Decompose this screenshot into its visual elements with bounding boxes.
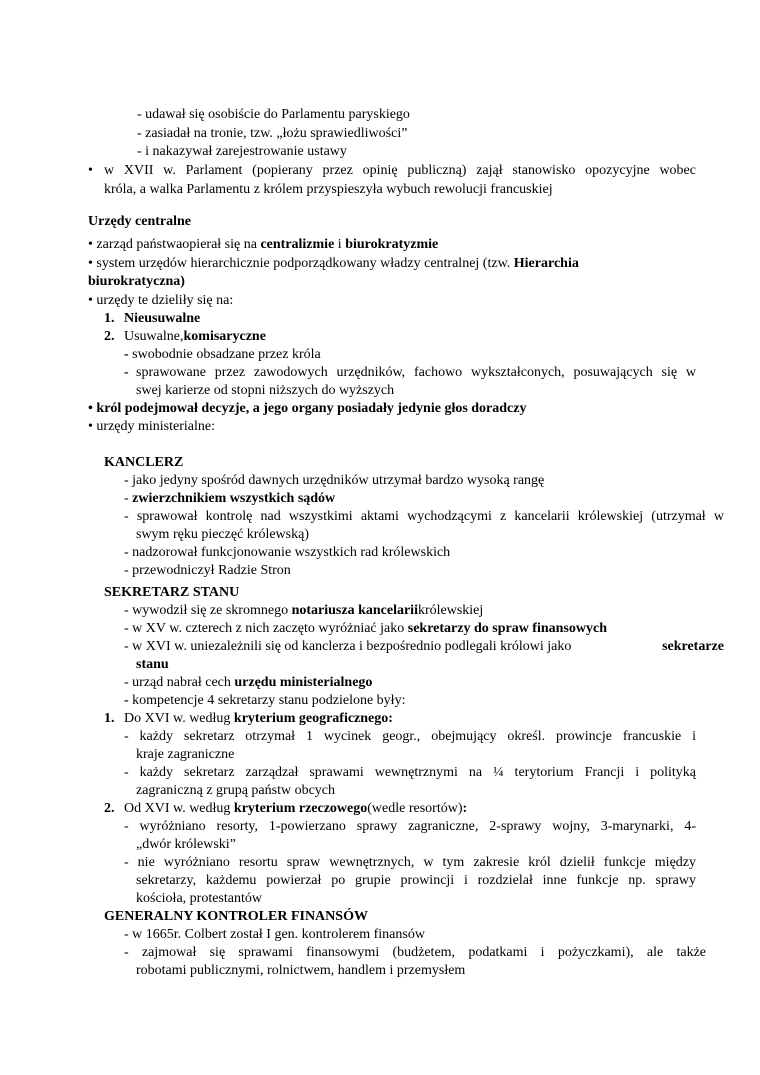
sub-item: - nie wyróżniano resortu spraw wewnętrznych, w tym zakresie król dzielił funkcje między [124,855,696,870]
bold-text: centralizmie [260,237,335,252]
bullet-icon: • [88,256,93,271]
bold-text: kryterium rzeczowego [233,801,368,816]
intro-line: - udawał się osobiście do Parlamentu paryskiego [137,107,410,122]
list-item: - w 1665r. Colbert został I gen. kontrolerem finansów [124,927,425,942]
list-item [124,692,405,710]
bullet-line [88,292,233,310]
bullet-icon: • [88,237,93,252]
bold-text: komisaryczne [183,329,266,344]
text: - w XVI w. uniezależnili się od kanclerza i bezpośrednio podlegali królowi jako [124,639,572,654]
bullet-icon: • [88,163,93,178]
paragraph-line: w XVII w. Parlament (popierany przez opinię publiczną) zajął stanowisko opozycyjne wobec [104,163,696,178]
text: Usuwalne, [124,329,184,344]
list-item [124,800,467,818]
bold-text: zwierzchnikiem wszystkich sądów [132,491,336,506]
sub-item: swej karierze od stopni niższych do wyższych [136,383,395,398]
list-number: 1. [104,311,115,326]
list-item: - jako jedyny spośród dawnych urzędników utrzymał bardzo wysoką rangę [124,473,545,488]
intro-line: - i nakazywał zarejestrowanie ustawy [137,144,347,159]
text: Do XVI w. według [124,711,234,726]
bold-text: notariusza kancelarii [291,603,418,618]
bold-text: kryterium geograficznego: [233,711,393,726]
list-item: - sprawował kontrolę nad wszystkimi aktami wychodzącymi z kancelarii królewskiej (utrzymał w [124,509,724,524]
sub-item: „dwór królewski” [136,837,236,852]
section-heading: Urzędy centralne [88,214,192,229]
intro-line: - zasiadał na tronie, tzw. „łożu sprawiedliwości” [137,126,408,141]
paragraph-line: króla, a walka Parlamentu z królem przyspieszyła wybuch rewolucji francuskiej [104,182,553,197]
text: system urzędów hierarchicznie podporządkowany władzy centralnej (tzw. [96,256,514,271]
bold-text: - [124,693,133,708]
bullet-line [88,400,527,418]
bold-text: sekretarzy do spraw finansowych [407,621,607,636]
sub-item: sekretarzy, każdemu powierzał po grupie prowincji i rozdzielał inne funkcje np. sprawy [136,873,696,888]
text: urzędy te dzieliły się na: [96,293,234,308]
bullet-icon: • [88,419,93,434]
sub-item: sprawowane przez zawodowych urzędników, fachowo wykształconych, posuwających się w [136,365,696,380]
list-item [124,328,266,346]
text: kompetencje 4 sekretarzy stanu podzielone były: [132,693,406,708]
bold-text: urzędu ministerialnego [234,675,373,690]
text: królewskiej [417,603,484,618]
text: Od XVI w. według [124,801,234,816]
bullet-icon: • [88,293,93,308]
sub-item: kościoła, protestantów [136,891,262,906]
list-item [124,620,607,638]
list-item [124,674,372,692]
section-heading: GENERALNY KONTROLER FINANSÓW [104,909,368,924]
text: urzędy ministerialne: [96,419,215,434]
list-number: 2. [104,801,115,816]
list-item: - przewodniczył Radzie Stron [124,563,291,578]
sub-item: - swobodnie obsadzane przez króla [124,347,321,362]
bold-text: biurokratyzmie [345,237,439,252]
list-item [124,638,724,656]
text: (wedle resortów) [367,801,463,816]
sub-item: zagraniczną z grupą państw obcych [136,783,336,798]
bold-text: sekretarze [662,639,724,654]
sub-item: kraje zagraniczne [136,747,235,762]
bold-text: stanu [136,657,169,672]
bullet-line [88,236,438,254]
list-item [124,490,335,508]
list-item: robotami publicznymi, rolnictwem, handlem i przemysłem [136,963,466,978]
list-item: - nadzorował funkcjonowanie wszystkich rad królewskich [124,545,451,560]
bullet-line [88,255,579,273]
bold-text: Hierarchia [513,256,579,271]
sub-item: - wyróżniano resorty, 1-powierzano sprawy zagraniczne, 2-sprawy wojny, 3-marynarki, 4- [124,819,696,834]
text: zarząd państwaopierał się na [96,237,261,252]
dash: - [124,365,129,380]
bold-text: : [462,801,468,816]
sub-item: - każdy sekretarz zarządzał sprawami wewnętrznymi na ¼ terytorium Francji i polityką [124,765,696,780]
list-item [124,710,393,728]
list-item [124,602,483,620]
list-number: 1. [104,711,115,726]
text: - wywodził się ze skromnego [124,603,292,618]
text: - [124,491,133,506]
bullet-icon: • [88,401,93,416]
section-heading: SEKRETARZ STANU [104,585,240,600]
bold-text: biurokratyczna) [88,274,185,289]
text: król podejmował decyzje, a jego organy posiadały jedynie głos doradczy [96,401,527,416]
list-item: Nieusuwalne [124,311,201,326]
list-item: - zajmował się sprawami finansowymi (budżetem, podatkami i pożyczkami), ale także [124,945,706,960]
bullet-line [88,418,215,436]
list-number: 2. [104,329,115,344]
sub-item: - każdy sekretarz otrzymał 1 wycinek geogr., obejmujący określ. prowincje francuskie i [124,729,696,744]
text: - w XV w. czterech z nich zaczęto wyróżniać jako [124,621,408,636]
text: i [334,237,346,252]
list-item: swym ręku pieczęć królewską) [136,527,309,542]
text: - urząd nabrał cech [124,675,235,690]
section-heading: KANCLERZ [104,455,184,470]
text: swobodnie obsadzane przez króla [132,347,321,362]
